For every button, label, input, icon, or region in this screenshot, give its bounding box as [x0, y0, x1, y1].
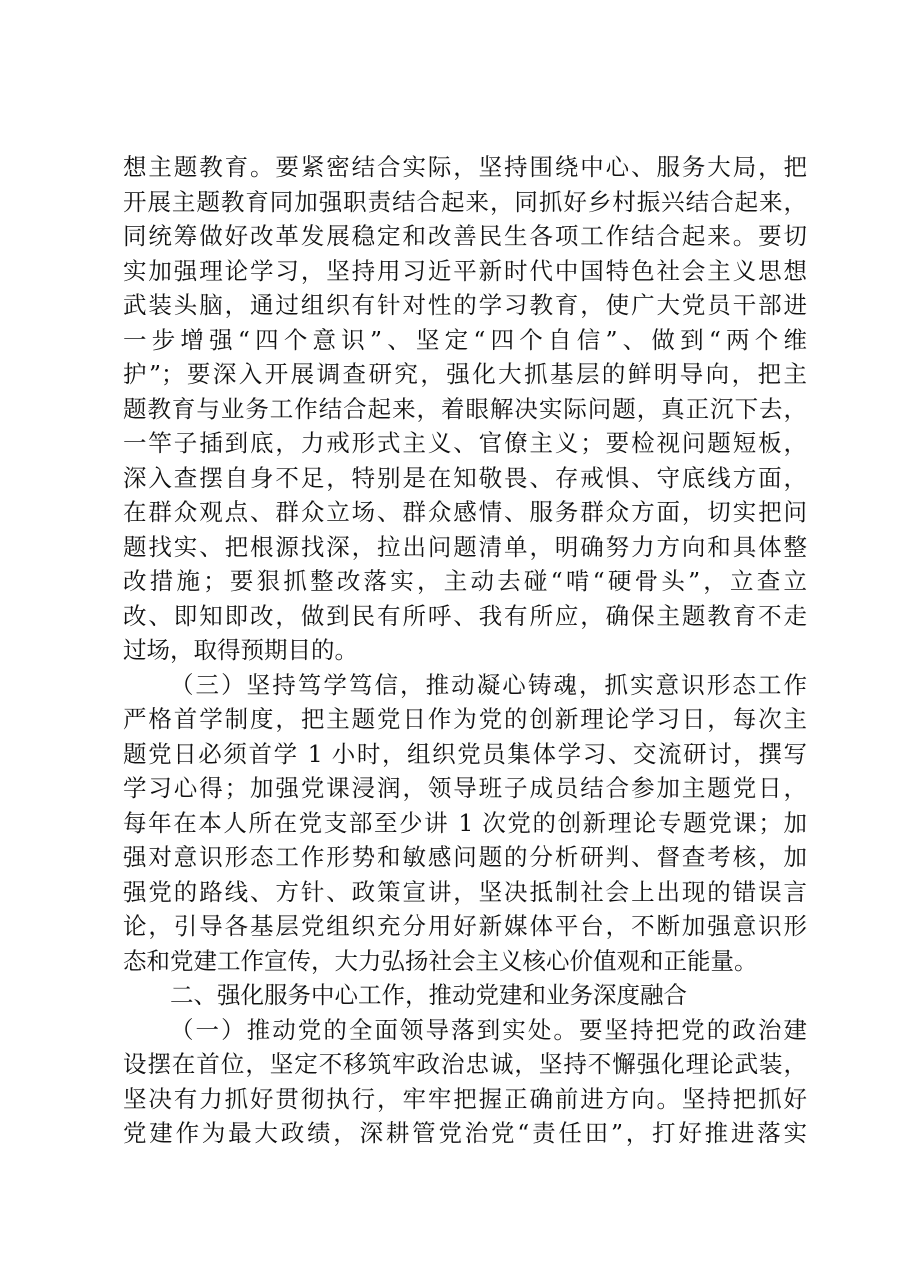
text-line: 坚决有力抓好贯彻执行，牢牢把握正确前进方向。坚持把抓好: [123, 1084, 807, 1113]
text-line: 论，引导各基层党组织充分用好新媒体平台，不断加强意识形: [123, 912, 807, 940]
text-line: 想主题教育。要紧密结合实际，坚持围绕中心、服务大局，把: [123, 153, 807, 181]
text-line: 武装头脑，通过组织有针对性的学习教育，使广大党员干部进: [123, 291, 807, 319]
text-line: 护”；要深入开展调查研究，强化大抓基层的鲜明导向，把主: [123, 360, 807, 388]
text-line: 一步增强“四个意识”、坚定“四个自信”、做到“两个维: [123, 325, 807, 354]
paragraph-end-line: 过场，取得预期目的。: [123, 636, 358, 664]
text-line: 同统筹做好改革发展稳定和改善民生各项工作结合起来。要切: [123, 222, 807, 250]
body-text: [123, 150, 807, 1151]
text-line: 党建作为最大政绩，深耕管党治党“责任田”，打好推进落实: [123, 1119, 807, 1147]
text-line: 一竿子插到底，力戒形式主义、官僚主义；要检视问题短板，: [123, 429, 807, 457]
text-line: 题党日必须首学 1 小时，组织党员集体学习、交流研讨，撰写: [123, 739, 807, 768]
text-line: 题找实、把根源找深，拉出问题清单，明确努力方向和具体整: [123, 532, 807, 561]
text-line: 每年在本人所在党支部至少讲 1 次党的创新理论专题党课；加: [123, 808, 807, 837]
text-line: 深入查摆自身不足，特别是在知敬畏、存戒惧、守底线方面，: [123, 463, 807, 492]
text-line: 实加强理论学习，坚持用习近平新时代中国特色社会主义思想: [123, 256, 807, 285]
text-line: 在群众观点、群众立场、群众感情、服务群众方面，切实把问: [123, 498, 807, 526]
text-line: 开展主题教育同加强职责结合起来，同抓好乡村振兴结合起来，: [123, 187, 807, 216]
text-line: 设摆在首位，坚定不移筑牢政治忠诚，坚持不懈强化理论武装，: [123, 1050, 807, 1078]
paragraph-start-line: （一）推动党的全面领导落到实处。要坚持把党的政治建: [170, 1015, 807, 1044]
text-line: 学习心得；加强党课浸润，领导班子成员结合参加主题党日，: [123, 774, 807, 802]
section-heading: 二、强化服务中心工作，推动党建和业务深度融合: [170, 981, 687, 1009]
text-line: 改措施；要狠抓整改落实，主动去碰“啃“硬骨头”，立查立: [123, 567, 807, 595]
paragraph-end-line: 态和党建工作宣传，大力弘扬社会主义核心价值观和正能量。: [123, 946, 758, 975]
text-line: 题教育与业务工作结合起来，着眼解决实际问题，真正沉下去，: [123, 394, 807, 423]
text-line: 强党的路线、方针、政策宣讲，坚决抵制社会上出现的错误言: [123, 877, 807, 906]
text-line: 强对意识形态工作形势和敏感问题的分析研判、督查考核，加: [123, 843, 807, 871]
paragraph-start-line: （三）坚持笃学笃信，推动凝心铸魂，抓实意识形态工作: [170, 670, 807, 699]
text-line: 严格首学制度，把主题党日作为党的创新理论学习日，每次主: [123, 705, 807, 733]
text-line: 改、即知即改，做到民有所呼、我有所应，确保主题教育不走: [123, 601, 807, 630]
